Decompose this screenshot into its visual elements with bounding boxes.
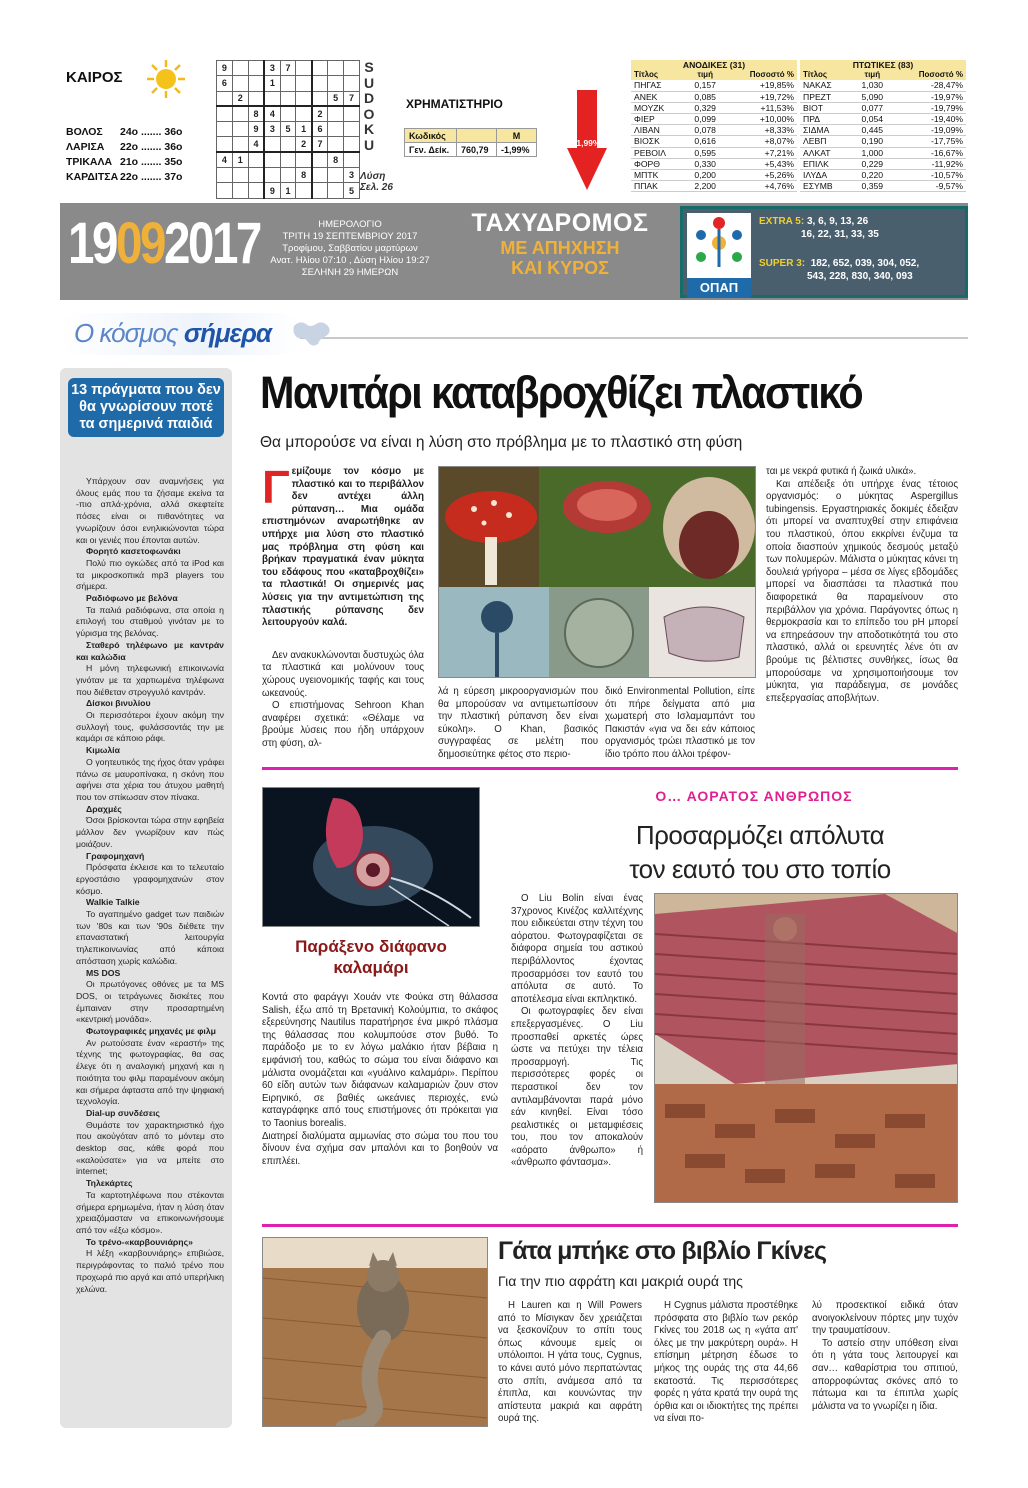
- market-title: ΧΡΗΜΑΤΙΣΤΗΡΙΟ: [406, 97, 503, 111]
- sudoku-cell: [312, 61, 328, 76]
- camouflage-image: [655, 894, 958, 1203]
- sudoku-cell: 2: [232, 91, 248, 106]
- sudoku-cell: 9: [248, 122, 264, 137]
- sudoku-cell: 4: [264, 106, 280, 121]
- sudoku-cell: [217, 137, 233, 152]
- sudoku-cell: 8: [248, 106, 264, 121]
- gainers-table: ΑΝΟΔΙΚΕΣ (31) Τίτλος τιμή Ποσοστό % ΠΗΓΑΣ 0,157 +19,85% ΑΝΕΚ 0,085 +19,72% ΜΟΥΖΚ 0,329 +11,53% ΦΙΕΡ 0,099 +10,00% ΛΙΒΑΝ 0,078 +8,33% ΒΙΟΣΚ 0,616 +8,07% ΡΕΒΟΙΛ 0,595 +7,21% ΦΟΡΘ 0,330 +5,43% ΜΠΤΚ 0,200 +5,26% ΠΠΑΚ 2,200 +4,76%: [631, 60, 797, 192]
- glass-squid-photo: [262, 787, 480, 927]
- sidebar-item-text: Τα παλιά ραδιόφωνα, στα οποία η επιλογή του σταθμού γινόταν με το γύρισμα της βελόνας.: [76, 604, 224, 639]
- article2-title: Παράξενο διάφανο καλαμάρι: [295, 937, 447, 977]
- sidebar-item-heading: Δίσκοι βινυλίου: [86, 698, 151, 709]
- sidebar-item-text: Οι περισσότεροι έχουν ακόμη την συλλογή τους, φυλάσσοντάς την με καμάρι σε κάποιο ράφι.: [76, 710, 224, 744]
- sudoku-cell: 2: [312, 106, 328, 121]
- sudoku-cell: [344, 152, 360, 167]
- sudoku-cell: 3: [264, 61, 280, 76]
- section-rule: [260, 337, 968, 339]
- stock-row: ΠΠΑΚ 2,200 +4,76%: [631, 181, 797, 192]
- sidebar-item-text: Πρόσφατα έκλεισε και το τελευταίο εργοστάσιο γραφομηχανών στον κόσμο.: [76, 862, 224, 896]
- sudoku-cell: [280, 76, 296, 91]
- sudoku-cell: 1: [280, 183, 296, 198]
- sudoku-cell: [232, 168, 248, 183]
- sudoku-cell: [280, 106, 296, 121]
- sudoku-cell: [232, 61, 248, 76]
- sudoku-cell: [328, 106, 344, 121]
- stock-row: ΒΙΟΤ 0,077 -19,79%: [800, 102, 966, 113]
- glass-squid-image: [263, 788, 480, 927]
- sudoku-cell: [312, 168, 328, 183]
- sudoku-cell: 6: [312, 122, 328, 137]
- sudoku-cell: [312, 152, 328, 167]
- stock-row: ΛΕΒΠ 0,190 -17,75%: [800, 136, 966, 147]
- sidebar-body: Υπάρχουν σαν αναμνήσεις για όλους εμάς που τα ζήσαμε εκείνα τα -πιο απλά-χρόνια, αλλά σκεφτείτε πόσες είναι οι πιθανότητες να γνωρίζουν όσοι ενηλικιώνονται τώρα και οι γενιές που έπονται αυτών. Φορητό κασετοφωνάκι Πολύ πιο ογκώδες από τα iPod και τα μικροσκοπικά mp3 players του σήμερα. Ραδιόφωνο με βελόνα Τα παλιά ραδιόφωνα, στα οποία η επιλογή του σταθμού γινόταν με το γύρισμα της βελόνας. Σταθερό τηλέφωνο με καντράν και καλώδια Η μόνη τηλεφωνική επικοινωνία γινόταν με τα χαρτιωμένα τηλέφωνα που διέθεταν στρογγυλό καντράν. Δίσκοι βινυλίου Οι περισσότεροι έχουν ακόμη την συλλογή τους, φυλάσσοντάς την με καμάρι σε κάποιο ράφι. Κιμωλία Ο γοητευτικός της ήχος όταν γράφει πάνω σε μαυροπίνακα, η σκόνη που αφήνει στα χέρια του άτυχου μαθητή που τον σπίκωσαν στον πίνακα. Δραχμές Όσοι βρίσκονται τώρα στην εφηβεία μάλλον δεν γνωρίζουν καν πώς μοιάζουν. Γραφομηχανή Πρόσφατα έκλεισε και το τελευταίο εργοστάσιο γραφομηχανών στον κόσμο. Walkie Talkie Το αγαπημένο gadget των παιδιών των '80s και των '90s διέθετε την επαναστατική λειτουργία τηλεπικοινωνίας από κάποια απόσταση χωρίς καλώδια. MS DOS Οι πρωτόγονες οθόνες με τα MS DOS, οι τετράγωνες δισκέτες που έμπαιναν στην προσαρτημένη «κεντρική μονάδα». Φωτογραφικές μηχανές με φιλμ Αν ρωτούσατε έναν «εραστή» της τέχνης της φωτογραφίας, θα σας έλεγε ότι η αναλογική μηχανή και η ποιότητα του φιλμ παραμένουν ακόμη και σήμερα άφταστα από την ψηφιακή τεχνολογία. Dial-up συνδέσεις Θυμάστε τον χαρακτηριστικό ήχο που ακούγόταν από το μόντεμ στο desktop σας, κάθε φορά που «καλούσατε» για να μπείτε στο internet; Τηλεκάρτες Τα καρτοτηλέφωνα που στέκονται σήμερα ερημωμένα, ήταν η λύση όταν χρειαζόμασταν να επικοινωνήσουμε από τον «έξω κόσμο». Το τρένο-«καρβουνιάρης» Η λέξη «καρβουνιάρης» επιβιώσε, περιγράφοντας το παλιό τρένο που προχωρά πιο αργά και από υπερήλικη χελώνα.: [76, 476, 224, 1294]
- sudoku-label: S U D O K U: [363, 59, 375, 153]
- market-index-table: Κωδικός Μ Γεν. Δείκ. 760,79 -1,99%: [404, 128, 537, 157]
- sudoku-solution-ref: Λύση Σελ. 26: [360, 171, 393, 193]
- fungus-photos: [439, 467, 756, 678]
- opap-results: ΟΠΑΠ EXTRA 5: 3, 6, 9, 13, 26 16, 22, 31, 33, 35 SUPER 3: 182, 652, 039, 304, 052, 543, 228, 830, 340, 093: [680, 206, 968, 298]
- sidebar-item-text: Πολύ πιο ογκώδες από τα iPod και τα μικροσκοπικά mp3 players του σήμερα.: [76, 557, 224, 592]
- dropcap: Γ: [262, 461, 290, 513]
- sudoku-cell: [217, 106, 233, 121]
- stock-row: ΛΙΒΑΝ 0,078 +8,33%: [631, 125, 797, 136]
- sudoku-cell: [344, 106, 360, 121]
- stock-row: ΦΟΡΘ 0,330 +5,43%: [631, 158, 797, 169]
- divider: [262, 1224, 958, 1227]
- sudoku-cell: [328, 137, 344, 152]
- article4-col2: Η Cygnus μάλιστα προστέθηκε πρόσφατα στο βιβλίο των ρεκόρ Γκίνες του 2018 ως η «γάτα απ' όλες με την μακρύτερη ουρά». Η επίσημη μέτρηση έδωσε το μήκος της ουράς της στα 44,66 εκατοστά. Τις περισσότερες φορές η γάτα κρατά την ουρά της όρθια και οι ιδιοκτήτες της πρέπει να είναι πο-: [654, 1300, 798, 1425]
- sudoku-cell: [248, 152, 264, 167]
- sudoku-cell: [328, 76, 344, 91]
- sidebar-nostalgia: [60, 368, 232, 1428]
- taxydromos-slogan: ΤΑΧΥΔΡΟΜΟΣ ΜΕ ΑΠΗΧΗΣΗ ΚΑΙ ΚΥΡΟΣ: [471, 209, 649, 278]
- sidebar-title: 13 πράγματα που δεν θα γνωρίσουν ποτέ τα σημερινά παιδιά: [68, 378, 224, 437]
- sudoku-cell: [232, 137, 248, 152]
- sudoku-cell: [296, 152, 312, 167]
- article1-lead: Γεμίζουμε τον κόσμο με πλαστικό και το περιβάλλον δεν αντέχει άλλη ρύπανση… Μια ομάδα επιστημόνων αναρωτήθηκε αν υπήρχε μια λύση στο πλαστικό μας πρόβλημα στη φύση και βρήκαν πραγματικά έναν μύκητα του εδάφους που «καταβροχθίζει» τα πλαστικά! Οι σημερινές μας λύσεις για την αντιμετώπιση της πλαστικής ρύπανσης δεν λειτουργούν καλά.: [262, 461, 424, 629]
- sudoku-cell: [280, 168, 296, 183]
- weather-box: [60, 57, 200, 197]
- section-title: Ο κόσμος σήμερα: [74, 318, 271, 348]
- sudoku-cell: [248, 91, 264, 106]
- stock-row: ΠΡΕΖΤ 5,090 -19,97%: [800, 91, 966, 102]
- sudoku-cell: 5: [344, 183, 360, 198]
- sudoku-cell: [264, 168, 280, 183]
- world-map-icon: [290, 316, 338, 352]
- market-change-label: -1,99%: [573, 138, 601, 148]
- weather-row: ΒΟΛΟΣ 24ο ....... 36ο: [66, 126, 183, 138]
- stock-row: ΡΕΒΟΙΛ 0,595 +7,21%: [631, 147, 797, 158]
- sidebar-item-heading: Δραχμές: [86, 803, 122, 814]
- sudoku-cell: 4: [248, 137, 264, 152]
- article1-col1: Γεμίζουμε τον κόσμο με πλαστικό και το περιβάλλον δεν αντέχει άλλη ρύπανση… Μια ομάδα επιστημόνων αναρωτήθηκε αν υπήρχε μια λύση στο πλαστικό μας πρόβλημα στη φύση και βρήκαν πραγματικά έναν μύκητα του εδάφους που «καταβροχθίζει» τα πλαστικά! Οι σημερινές μας λύσεις για την αντιμετώπιση της πλαστικής ρύπανσης δεν λειτουργούν καλά. Δεν ανακυκλώνονται δυστυχώς όλα τα πλαστικά και μολύνουν τους χώρους υγειονομικής ταφής και τους ωκεανούς. Ο επιστήμονας Sehroon Khan αναφέρει σχετικά: «Θέλαμε να βρούμε λύσεις που ήδη υπάρχουν στη φύση, αλ-: [262, 461, 424, 749]
- sidebar-item-text: Όσοι βρίσκονται τώρα στην εφηβεία μάλλον δεν γνωρίζουν καν πώς μοιάζουν.: [76, 815, 224, 849]
- stock-row: ΕΠΙΛΚ 0,229 -11,92%: [800, 158, 966, 169]
- sidebar-item-heading: Φωτογραφικές μηχανές με φιλμ: [86, 1026, 216, 1037]
- sudoku-cell: 3: [344, 168, 360, 183]
- sudoku-cell: 6: [217, 76, 233, 91]
- cat-image: [263, 1238, 488, 1427]
- article4-subtitle: Για την πιο αφράτη και μακριά ουρά της: [498, 1273, 743, 1289]
- sudoku-cell: 2: [296, 137, 312, 152]
- weather-row: ΛΑΡΙΣΑ 22ο ....... 36ο: [66, 141, 183, 153]
- sudoku-cell: 3: [264, 122, 280, 137]
- stock-row: ΑΝΕΚ 0,085 +19,72%: [631, 91, 797, 102]
- sidebar-item-heading: Τηλεκάρτες: [86, 1178, 133, 1189]
- stock-row: ΦΙΕΡ 0,099 +10,00%: [631, 114, 797, 125]
- sidebar-item-heading: Walkie Talkie: [86, 897, 140, 908]
- article3-title: Προσαρμόζει απόλυτα τον εαυτό του στο τοπίο: [629, 820, 891, 884]
- article1-col2: λά η εύρεση μικροοργανισμών που θα μπορούσαν να αντιμετωπίσουν την πλαστική ρύπανση δεν είναι εύκολη». Ο Khan, βασικός συγγραφέας σε μελέτη που δημοσιεύτηκε φέτος στο περιο-: [438, 686, 598, 760]
- article3-body: Ο Liu Bolin είναι ένας 37χρονος Κινέζος καλλιτέχνης που ειδικεύεται στην τέχνη του αόρατου. Φωτογραφίζεται σε διάφορα σημεία του αστικού περιβάλλοντος έχοντας προσαρμόσει τον εαυτό του απόλυτα σε αυτό. Το αποτέλεσμα είναι εκπληκτικό. Οι φωτογραφίες δεν είναι επεξεργασμένες. Ο Liu προσπαθεί αρκετές ώρες ώστε να πετύχει την τέλεια προσαρμογή. Τις περισσότερες φορές οι περαστικοί δεν τον αντιλαμβάνονται παρά μόνο εάν κινηθεί. Είναι τόσο ρεαλιστικές οι μεταμφιέσεις του, που τον αποκαλούν «αόρατο άνθρωπο» ή «άνθρωπο φάντασμα».: [511, 893, 643, 1169]
- losers-table: ΠΤΩΤΙΚΕΣ (83) Τίτλος τιμή Ποσοστό % ΝΑΚΑΣ 1,030 -28,47% ΠΡΕΖΤ 5,090 -19,97% ΒΙΟΤ 0,077 -19,79% ΠΡΔ 0,054 -19,40% ΣΙΔΜΑ 0,445 -19,09% ΛΕΒΠ 0,190 -17,75% ΑΛΚΑΤ 1,000 -16,67% ΕΠΙΛΚ 0,229 -11,92% ΙΛΥΔΑ 0,220 -10,57% ΕΣΥΜΒ 0,359 -9,57%: [800, 60, 966, 192]
- sudoku-cell: [217, 168, 233, 183]
- sudoku-cell: 9: [217, 61, 233, 76]
- sudoku-cell: [248, 183, 264, 198]
- sidebar-item-heading: Φορητό κασετοφωνάκι: [86, 546, 181, 557]
- sudoku-cell: [296, 61, 312, 76]
- sudoku-cell: [344, 122, 360, 137]
- opap-logo: ΟΠΑΠ: [687, 213, 751, 293]
- sudoku-cell: [248, 61, 264, 76]
- sidebar-item-text: Θυμάστε τον χαρακτηριστικό ήχο που ακούγόταν από το μόντεμ στο desktop σας, κάθε φορά που «καλούσατε» για να μπείτε στο internet;: [76, 1119, 224, 1177]
- sudoku-cell: [264, 91, 280, 106]
- sidebar-item-heading: Σταθερό τηλέφωνο με καντράν και καλώδια: [76, 639, 224, 662]
- sidebar-item-text: Η μόνη τηλεφωνική επικοινωνία γινόταν με τα χαρτιωμένα τηλέφωνα που διέθεταν στρογγυλό καντράν.: [76, 663, 224, 697]
- stock-row: ΕΣΥΜΒ 0,359 -9,57%: [800, 181, 966, 192]
- article4-col1: Η Lauren και η Will Powers από το Μίσιγκαν δεν χρειάζεται να ξεσκονίζουν το σπίτι τους όπως κάνουμε εμείς οι υπόλοιποι. Η γάτα τους, Cygnus, το κάνει αυτό μόνο περπατώντας στο σπίτι, ανάμεσα από τα έπιπλα, και κουνώντας την απίστευτα μακριά και αφράτη ουρά της.: [498, 1300, 642, 1425]
- stock-row: ΣΙΔΜΑ 0,445 -19,09%: [800, 125, 966, 136]
- sudoku-cell: [280, 152, 296, 167]
- big-date: 19092017: [68, 211, 260, 276]
- sudoku-cell: [296, 106, 312, 121]
- sidebar-item-text: Η λέξη «καρβουνιάρης» επιβιώσε, περιγράφοντας το παλιό τρένο που προχωρά πιο αργά και από υπερήλικη χελώνα.: [76, 1248, 224, 1294]
- sudoku-cell: [248, 168, 264, 183]
- sudoku-cell: [344, 61, 360, 76]
- sidebar-item-heading: Γραφομηχανή: [86, 850, 145, 861]
- sudoku-cell: [280, 137, 296, 152]
- sudoku-cell: [328, 61, 344, 76]
- stock-row: ΠΗΓΑΣ 0,157 +19,85%: [631, 80, 797, 91]
- fungus-photo-collage: [438, 466, 756, 678]
- weather-row: ΤΡΙΚΑΛΑ 21ο ....... 35ο: [66, 156, 183, 168]
- article3-kicker: Ο… ΑΟΡΑΤΟΣ ΑΝΘΡΩΠΟΣ: [655, 788, 853, 804]
- sudoku-cell: [312, 183, 328, 198]
- sudoku-cell: [217, 122, 233, 137]
- stock-row: ΜΠΤΚ 0,200 +5,26%: [631, 170, 797, 181]
- sudoku-cell: 1: [264, 76, 280, 91]
- weather-title: ΚΑΙΡΟΣ: [66, 69, 123, 86]
- calendar-info: ΗΜΕΡΟΛΟΓΙΟ ΤΡΙΤΗ 19 ΣΕΠΤΕΜΒΡΙΟΥ 2017 Τροφίμου, Σαββατίου μαρτύρων Ανατ. Ηλίου 07:10 , Δύση Ηλίου 19:27 ΣΕΛΗΝΗ 29 ΗΜΕΡΩΝ: [270, 219, 430, 278]
- cat-photo: [262, 1237, 488, 1427]
- sudoku-cell: 8: [296, 168, 312, 183]
- sudoku-cell: [232, 76, 248, 91]
- sudoku-cell: [344, 137, 360, 152]
- sidebar-item-text: Το αγαπημένο gadget των παιδιών των '80s και των '90s διέθετε την επαναστατική λειτουργία τηλεπικοινωνίας από κάποια απόσταση χωρίς καλώδια.: [76, 909, 224, 966]
- sudoku-cell: 8: [328, 152, 344, 167]
- weather-row: ΚΑΡΔΙΤΣΑ 22ο ....... 37ο: [66, 171, 183, 183]
- stock-row: ΒΙΟΣΚ 0,616 +8,07%: [631, 136, 797, 147]
- stock-row: ΜΟΥΖΚ 0,329 +11,53%: [631, 102, 797, 113]
- liu-bolin-photo: [654, 893, 958, 1203]
- sudoku-cell: [232, 122, 248, 137]
- opap-logo-icon: [687, 213, 751, 273]
- sudoku-cell: [280, 91, 296, 106]
- sudoku-cell: 5: [328, 91, 344, 106]
- article1-subtitle: Θα μπορούσε να είναι η λύση στο πρόβλημα με το πλαστικό στη φύση: [260, 434, 743, 451]
- sudoku-cell: 7: [312, 137, 328, 152]
- sudoku-cell: [296, 91, 312, 106]
- sudoku-cell: 1: [296, 122, 312, 137]
- stock-row: ΙΛΥΔΑ 0,220 -10,57%: [800, 170, 966, 181]
- sudoku-cell: [312, 76, 328, 91]
- stock-row: ΝΑΚΑΣ 1,030 -28,47%: [800, 80, 966, 91]
- sidebar-item-heading: Το τρένο-«καρβουνιάρης»: [86, 1236, 193, 1247]
- sudoku-cell: [296, 76, 312, 91]
- sudoku-cell: [344, 76, 360, 91]
- sudoku-cell: 1: [232, 152, 248, 167]
- sidebar-item-heading: Κιμωλία: [86, 745, 120, 756]
- article4-title: Γάτα μπήκε στο βιβλίο Γκίνες: [498, 1237, 827, 1265]
- sidebar-item-text: Ο γοητευτικός της ήχος όταν γράφει πάνω σε μαυροπίνακα, η σκόνη που αφήνει στα χέρια του άτυχου μαθητή που τον σπίκωσαν στον πίνακα.: [76, 756, 224, 802]
- sudoku-cell: [232, 183, 248, 198]
- sudoku-cell: [232, 106, 248, 121]
- article1-title: Μανιτάρι καταβροχθίζει πλαστικό: [260, 367, 862, 418]
- sudoku-cell: 7: [344, 91, 360, 106]
- sidebar-item-text: Οι πρωτόγονες οθόνες με τα MS DOS, οι τετράγωνες δισκέτες που έμπαιναν στην προσαρτημένη «κεντρική μονάδα».: [76, 979, 224, 1025]
- sudoku-cell: 9: [264, 183, 280, 198]
- sudoku-cell: [248, 76, 264, 91]
- sidebar-item-text: Τα καρτοτηλέφωνα που στέκονται σήμερα ερημωμένα, ήταν η λύση όταν χρειαζόμασταν να επικοινωνήσουμε από τον «έξω κόσμο».: [76, 1189, 224, 1235]
- sidebar-item-text: Αν ρωτούσατε έναν «εραστή» της τέχνης της φωτογραφίας, θα σας έλεγε ότι η αναλογική μηχανή και η ποιότητα του φιλμ παραμένουν ακόμη και σήμερα άφταστα από την ψηφιακή τεχνολογία.: [76, 1037, 224, 1107]
- divider: [262, 767, 958, 770]
- sudoku-cell: [264, 137, 280, 152]
- sudoku-cell: [296, 183, 312, 198]
- sidebar-item-heading: MS DOS: [86, 967, 121, 978]
- sudoku-cell: [264, 152, 280, 167]
- sudoku-cell: [217, 91, 233, 106]
- article1-col3: δικό Environmental Pollution, είπε ότι πήρε δείγματα από μια χωματερή στο Ισλαμαμπάντ του Πακιστάν «για να δει εάν κάποιος οργανισμός τρώει πλαστικό με τον ίδιο τρόπο που άλλοι τρέφον-: [605, 686, 755, 760]
- sudoku-cell: 7: [280, 61, 296, 76]
- article4-col3: λύ προσεκτικοί ειδικά όταν ανοιγοκλείνουν πόρτες μην τυχόν την τραυματίσουν. Το αστείο στην υπόθεση είναι ότι η γάτα τους λειτουργεί και σαν… καθαρίστρια του σπιτιού, απορροφώντας σκόνες από το πάτωμα και τα έπιπλα χωρίς μάλιστα να το γνωρίζει η ίδια.: [812, 1300, 958, 1412]
- sudoku-cell: [328, 122, 344, 137]
- sudoku-cell: [217, 183, 233, 198]
- stock-row: ΠΡΔ 0,054 -19,40%: [800, 114, 966, 125]
- sidebar-item-heading: Dial-up συνδέσεις: [86, 1107, 160, 1118]
- sun-icon: [146, 59, 186, 99]
- sudoku-cell: [328, 168, 344, 183]
- sudoku-cell: [312, 91, 328, 106]
- sudoku-cell: 5: [280, 122, 296, 137]
- sidebar-item-heading: Ραδιόφωνο με βελόνα: [86, 593, 178, 604]
- sudoku-cell: 4: [217, 152, 233, 167]
- article2-body: Κοντά στο φαράγγι Χουάν ντε Φούκα στη θάλασσα Salish, έξω από τη Βρετανική Κολούμπια, το σκάφος εξερεύνησης Nautilus παρατήρησε ένα μικρό πλάσμα της θάλασσας που κολυμπούσε στον βυθό. Το παράδοξο με το εν λόγω μαλάκιο ήταν βέβαια η εμφάνισή του, καθώς το σώμα του είναι διάφανο και μάλιστα ονομάζεται και «γυάλινο καλαμάρι». Περίπου 60 είδη αυτών των διάφανων καλαμαριών ζουν στον Ειρηνικό, σε βαθιές ωκεάνιες περιοχές, ενώ καταγράφηκε από τους επιστήμονες ότι πρόκειται για το Taonius borealis. Διατηρεί διαλύματα αμμωνίας στο σώμα του που του δίνουν ένα σχήμα σαν μπαλόνι και το βοηθούν να επιπλέει.: [262, 992, 498, 1167]
- stock-row: ΑΛΚΑΤ 1,000 -16,67%: [800, 147, 966, 158]
- sudoku-cell: [328, 183, 344, 198]
- sudoku-grid: [216, 60, 360, 198]
- article1-col4: ται με νεκρά φυτικά ή ζωικά υλικά». Και απέδειξε ότι υπήρχε ένας τέτοιος οργανισμός: ο μύκητας Aspergillus tubingensis. Εργαστηριακές δοκιμές έδειξαν ότι μπορεί να αναπτυχθεί στην επιφάνεια του πλαστικού, όπου εκκρίνει ένζυμα τα οποία διασπούν χημικούς δεσμούς μεταξύ των πολυμερών. Μάλιστα ο μύκητας κάνει τη δουλειά γρήγορα – μέσα σε λίγες εβδομάδες μπορεί να διασπάσει τα πλαστικά που διαφορετικά θα παραμείνουν στο περιβάλλον για χρόνια. Παράγοντες όπως η θερμοκρασία και το επίπεδο του pH μπορεί να επηρεάσουν την αποδοτικότητά του στο πλαστικό, αλλά οι ερευνητές λένε ότι αν βρούμε τις βέλτιστες συνθήκες, ίσως θα μπορούσαμε να χρησιμοποιήσουμε τον μύκητα, για παράδειγμα, σε μονάδες επεξεργασίας αποβλήτων.: [766, 466, 958, 704]
